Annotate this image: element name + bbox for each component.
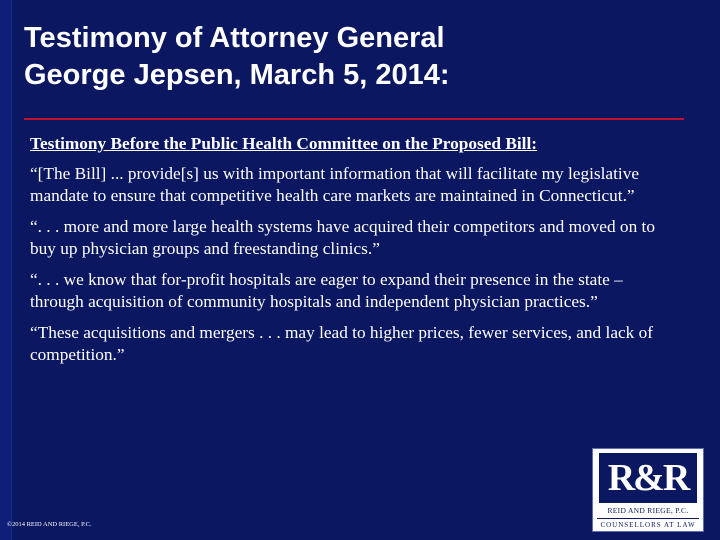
quote-4: “These acquisitions and mergers . . . may lead to higher prices, fewer services, and lack of competition.” xyxy=(30,323,654,364)
slide-title-line-2: George Jepsen, March 5, 2014: xyxy=(24,59,450,91)
quote-3: “. . . we know that for-profit hospitals are eager to expand their presence in the state – through acquisition of community hospitals and independent physician practices.” xyxy=(30,270,623,311)
logo-firm-name: REID AND RIEGE, P.C. xyxy=(607,506,689,515)
title-divider xyxy=(24,118,684,120)
quote-1: “[The Bill] ... provide[s] us with important information that will facilitate my legislative mandate to ensure that competitive health care markets are maintained in Connecticut.” xyxy=(30,164,640,205)
slide-title-line-1: Testimony of Attorney General xyxy=(24,22,445,54)
logo-tagline: COUNSELLORS AT LAW xyxy=(600,521,696,529)
testimony-subheading: Testimony Before the Public Health Committee on the Proposed Bill: xyxy=(30,134,538,153)
copyright-notice: ©2014 REID AND RIEGE, P.C. xyxy=(7,521,92,528)
slide-body xyxy=(30,133,670,375)
firm-logo xyxy=(592,448,704,532)
quote-2: “. . . more and more large health systems have acquired their competitors and moved on to buy up physician groups and freestanding clinics.” xyxy=(30,217,655,258)
left-accent-bar xyxy=(0,0,12,540)
slide-title xyxy=(24,20,704,94)
logo-divider xyxy=(597,518,699,519)
logo-monogram: R&R xyxy=(599,453,697,503)
